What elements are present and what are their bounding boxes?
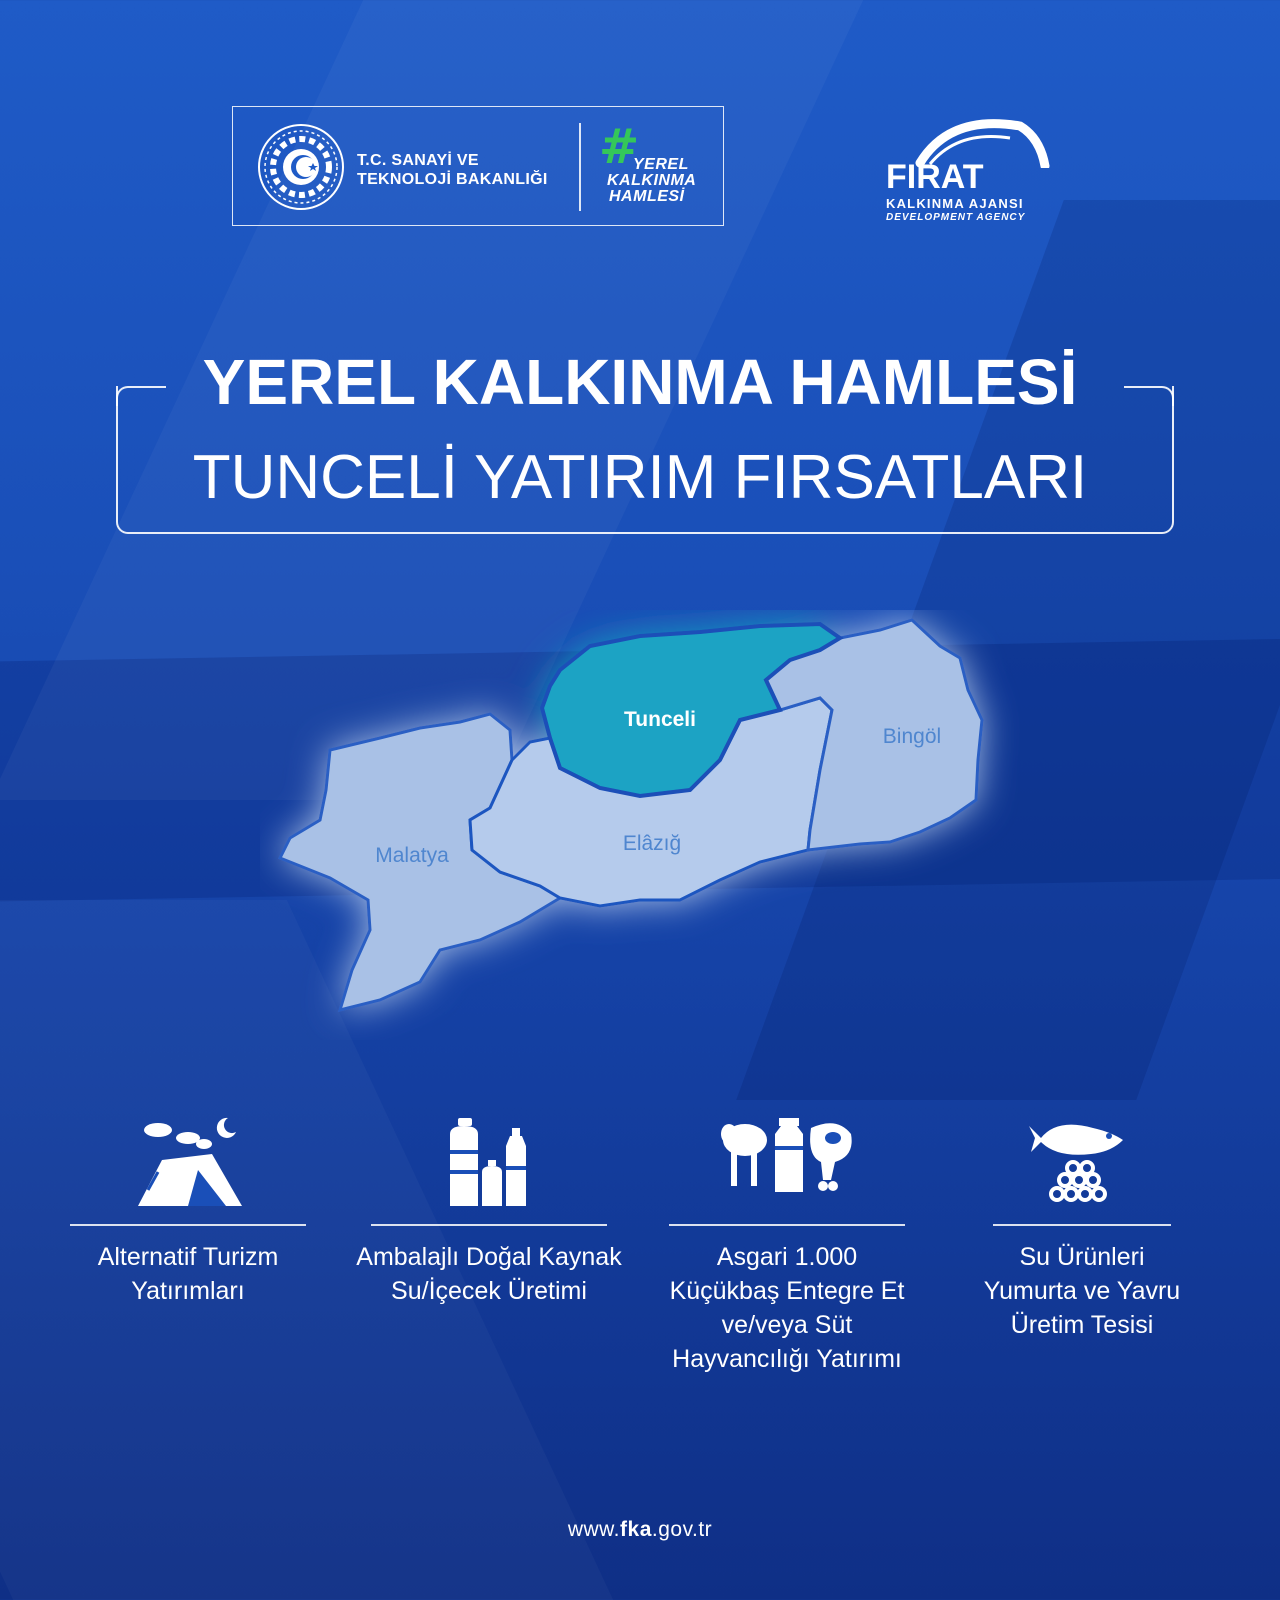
hashtag-icon: # <box>599 119 640 175</box>
region-map <box>260 610 1020 1040</box>
page-subtitle: TUNCELİ YATIRIM FIRSATLARI <box>192 443 1088 512</box>
feature-label-line: ve/veya Süt <box>721 1310 853 1339</box>
campaign-logo-line1: YEREL <box>633 156 689 173</box>
campaign-logo <box>595 119 697 213</box>
sheep-milk-meat-icon <box>717 1110 857 1210</box>
ministry-name <box>357 151 548 189</box>
agency-logo <box>880 108 1050 228</box>
feature-item <box>662 1110 912 1376</box>
feature-label-line: Küçükbaş Entegre Et <box>669 1276 905 1305</box>
bottled-water-icon <box>444 1110 534 1210</box>
website-domain: fka <box>620 1518 652 1541</box>
logo-divider <box>579 123 581 211</box>
ministry-seal-icon <box>257 123 345 211</box>
agency-subtitle: KALKINMA AJANSI <box>886 196 1024 211</box>
feature-label <box>662 1240 912 1376</box>
title-frame-corner <box>1124 386 1174 406</box>
feature-divider <box>993 1224 1171 1226</box>
feature-label-line: Üretim Tesisi <box>1010 1310 1154 1339</box>
feature-item <box>960 1110 1204 1342</box>
campaign-logo-line2: KALKINMA <box>607 172 697 189</box>
ministry-name-line1: T.C. SANAYİ VE <box>357 152 479 169</box>
map-label-malatya: Malatya <box>375 844 449 867</box>
campaign-logo-line3: HAMLESİ <box>609 188 685 205</box>
ministry-name-line2: TEKNOLOJİ BAKANLIĞI <box>357 171 548 188</box>
ministry-logo-box <box>232 106 724 226</box>
feature-label-line: Ambalajlı Doğal Kaynak <box>356 1242 622 1271</box>
page-title: YEREL KALKINMA HAMLESİ <box>202 346 1078 418</box>
feature-label-line: Alternatif Turizm <box>97 1242 279 1271</box>
feature-divider <box>669 1224 905 1226</box>
fish-eggs-icon <box>1027 1110 1137 1210</box>
map-label-tunceli: Tunceli <box>624 708 696 731</box>
feature-label <box>342 1240 636 1308</box>
feature-label-line: Asgari 1.000 <box>716 1242 858 1271</box>
website-prefix: www. <box>567 1518 621 1541</box>
feature-label-line: Hayvancılığı Yatırımı <box>672 1344 902 1373</box>
feature-label-line: Su/İçecek Üretimi <box>391 1276 587 1305</box>
map-label-bingol: Bingöl <box>882 725 942 748</box>
feature-label <box>960 1240 1204 1342</box>
feature-label <box>70 1240 306 1308</box>
agency-subtitle-en: DEVELOPMENT AGENCY <box>886 212 1026 223</box>
map-label-elazig: Elâzığ <box>622 832 682 855</box>
feature-item <box>342 1110 636 1308</box>
feature-label-line: Su Ürünleri <box>1019 1242 1145 1271</box>
feature-divider <box>70 1224 306 1226</box>
camping-tent-icon <box>128 1110 248 1210</box>
feature-item <box>70 1110 306 1308</box>
website-link[interactable] <box>0 1518 1280 1542</box>
feature-label-line: Yumurta ve Yavru <box>983 1276 1181 1305</box>
agency-name: FIRAT <box>886 158 984 196</box>
website-suffix: .gov.tr <box>651 1518 713 1541</box>
feature-divider <box>371 1224 607 1226</box>
feature-label-line: Yatırımları <box>131 1276 245 1305</box>
